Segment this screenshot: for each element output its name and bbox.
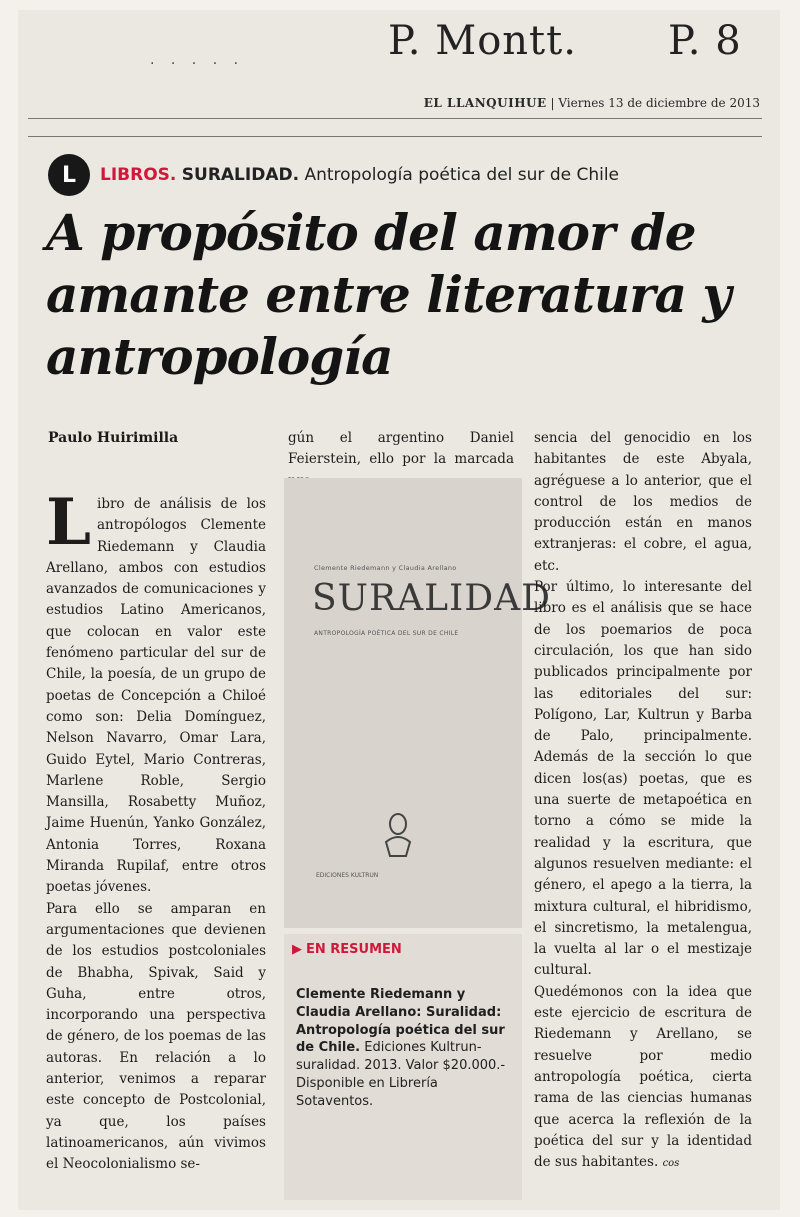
book-authors: Clemente Riedemann y Claudia Arellano [314, 564, 457, 572]
book-publisher: EDICIONES KULTRUN [316, 872, 379, 879]
masthead [424, 96, 760, 110]
issue-date: | Viernes 13 de diciembre de 2013 [550, 96, 760, 110]
handwritten-location: P. Montt. [388, 18, 577, 64]
publisher-logo-icon [380, 808, 416, 862]
summary-details: Ediciones Kultrun-suralidad. 2013. Valor $20.000.- Disponible en Librería Sotaventos. [296, 1040, 506, 1109]
paragraph [534, 982, 752, 1175]
column-1 [46, 485, 266, 1176]
triangle-icon: ▶ [292, 942, 302, 957]
summary-book-title: Clemente Riedemann y Claudia Arellano: Suralidad: Antropología poética del sur de Chile. [296, 987, 505, 1056]
kicker [48, 154, 619, 196]
book-subtitle: ANTROPOLOGÍA POÉTICA DEL SUR DE CHILE [314, 630, 459, 637]
summary-box [284, 934, 522, 1200]
book-cover-image [284, 478, 551, 928]
summary-label: EN RESUMEN [306, 942, 402, 957]
kicker-topic: SURALIDAD. [181, 165, 300, 185]
paragraph: gún el argentino Daniel Feierstein, ello por la marcada [288, 430, 514, 468]
paragraph: Para ello se amparan en argumentaciones que devienen de los estudios postcoloniales de Bhabha, Spivak, Said y Guha, entre otros, incorporando una perspectiva de género, de los poemas de las autoras. En relación a lo anterior, venimos a reparar este concepto de Postcolonial, ya que, los países latinoamericanos, aún vivimos el Neocolonialismo se- [46, 900, 266, 1173]
summary-heading [292, 942, 402, 957]
paragraph-text: ibro de análisis de los antropólogos Clemente Riedemann y Claudia Arellano, ambos con estudios avanzados de comunicaciones y estudios Latino Americanos, que colocan en valor este fenómeno particular del sur de Chile, la poesía, de un grupo de poetas de Concepción a Chiloé como son: Delia Domínguez, Nelson Navarro, Omar Lara, Guido Eytel, Mario Contreras, Marlene Roble, Sergio Mansilla, Rosabetty Muñoz, Jaime Huenún, Yanko González, Antonia Torres, Roxana Miranda Rupilaf, entre otros poetas jóvenes. [46, 496, 266, 896]
column-3 [534, 428, 752, 1174]
kicker-section: LIBROS. [100, 165, 177, 185]
paragraph-text: Quedémonos con la idea que este ejercicio de escritura de Riedemann y Arellano, se resuelve por medio antropología poética, cierta rama de las ciencias humanas que acerca la reflexión de la poética del sur y la identidad de sus habitantes. [534, 983, 752, 1171]
book-title: SURALIDAD [312, 578, 551, 619]
paragraph [46, 485, 266, 899]
paragraph: Por último, lo interesante del libro es el análisis que se hace de los poemarios de poca circulación, los que han sido publicados principalmente por las editoriales del sur: Polígono, Lar, Kultrun y Barba de Palo, principalmente. Además de la sección lo que dicen los(as) poetas, que es una suerte de metapoética en torno a cómo se mide la realidad y la escritura, que algunos resuelven mediante: el género, el apego a la tierra, la mixtura cultural, el hibridismo, el sincretismo, la metalengua, la vuelta al lar o el mestizaje cultural. [534, 579, 752, 979]
author-initials: cos [662, 1158, 680, 1170]
section-badge: L [48, 154, 90, 196]
kicker-subtitle: Antropología poética del sur de Chile [304, 165, 620, 185]
header-dots: · · · · · [150, 56, 245, 72]
newspaper-name: EL LLANQUIHUE [423, 96, 547, 110]
kicker-text [100, 165, 619, 185]
headline: A propósito del amor de amante entre literatura y antropología [46, 203, 731, 386]
handwritten-page: P. 8 [668, 18, 742, 64]
masthead-rule [28, 118, 762, 119]
byline: Paulo Huirimilla [48, 430, 179, 446]
drop-cap: L [46, 485, 91, 560]
section-rule [28, 136, 762, 137]
paragraph: sencia del genocidio en los habitantes de este Abyala, agréguese a lo anterior, que el control de los medios de producción están en manos extranjeras: el cobre, el agua, etc. [534, 430, 752, 574]
summary-text [296, 986, 512, 1111]
